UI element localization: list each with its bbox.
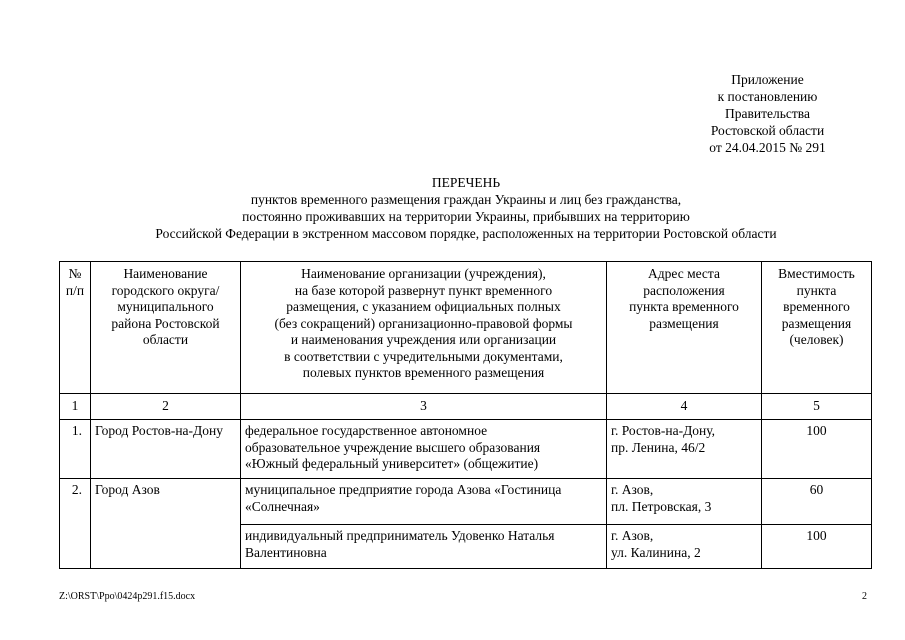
row-number: 1.	[60, 420, 91, 479]
header-organization: Наименование организации (учреждения), на базе которой развернут пункт временного размещения, с указанием официальных полных (без сокращений) организационно-правовой формы и наименования учреждения или организации в соответствии с учредительными документами, полевых пунктов временного размещения	[241, 262, 607, 394]
title-line: постоянно проживавших на территории Украины, прибывших на территорию	[242, 209, 690, 224]
row-district: Город Азов	[91, 479, 241, 569]
title-line: Российской Федерации в экстренном массовом порядке, расположенных на территории Ростовской области	[155, 226, 777, 241]
header-address: Адрес места расположения пункта временного размещения	[607, 262, 762, 394]
page-number: 2	[862, 591, 867, 602]
row-number: 2.	[60, 479, 91, 569]
title-heading: ПЕРЕЧЕНЬ	[431, 175, 501, 190]
facilities-table	[59, 261, 872, 569]
column-number: 2	[91, 394, 241, 420]
document-title	[60, 174, 872, 242]
row-organization: индивидуальный предприниматель Удовенко Наталья Валентиновна	[241, 525, 607, 569]
header-number: № п/п	[60, 262, 91, 394]
row-address: г. Азов, пл. Петровская, 3	[607, 479, 762, 525]
table-header-row	[60, 262, 872, 394]
table-row	[60, 479, 872, 525]
row-capacity: 100	[762, 420, 872, 479]
row-capacity: 60	[762, 479, 872, 525]
annex-line: Ростовской области	[710, 123, 825, 138]
header-district: Наименование городского округа/ муниципального района Ростовской области	[91, 262, 241, 394]
row-organization: федеральное государственное автономное образовательное учреждение высшего образования «Южный федеральный университет» (общежитие)	[241, 420, 607, 479]
row-capacity: 100	[762, 525, 872, 569]
annex-line: от 24.04.2015 № 291	[709, 140, 826, 155]
annex-block	[660, 71, 875, 156]
table-row	[60, 420, 872, 479]
annex-line: Приложение	[731, 72, 804, 87]
row-address: г. Ростов-на-Дону, пр. Ленина, 46/2	[607, 420, 762, 479]
column-numbers-row	[60, 394, 872, 420]
annex-line: к постановлению	[717, 89, 818, 104]
file-path: Z:\ORST\Ppo\0424p291.f15.docx	[59, 591, 196, 602]
header-capacity: Вместимость пункта временного размещения (человек)	[762, 262, 872, 394]
annex-line: Правительства	[725, 106, 810, 121]
row-district: Город Ростов-на-Дону	[91, 420, 241, 479]
title-line: пунктов временного размещения граждан Украины и лиц без гражданства,	[250, 192, 682, 207]
row-organization: муниципальное предприятие города Азова «Гостиница «Солнечная»	[241, 479, 607, 525]
column-number: 5	[762, 394, 872, 420]
row-address: г. Азов, ул. Калинина, 2	[607, 525, 762, 569]
column-number: 1	[60, 394, 91, 420]
column-number: 4	[607, 394, 762, 420]
column-number: 3	[241, 394, 607, 420]
